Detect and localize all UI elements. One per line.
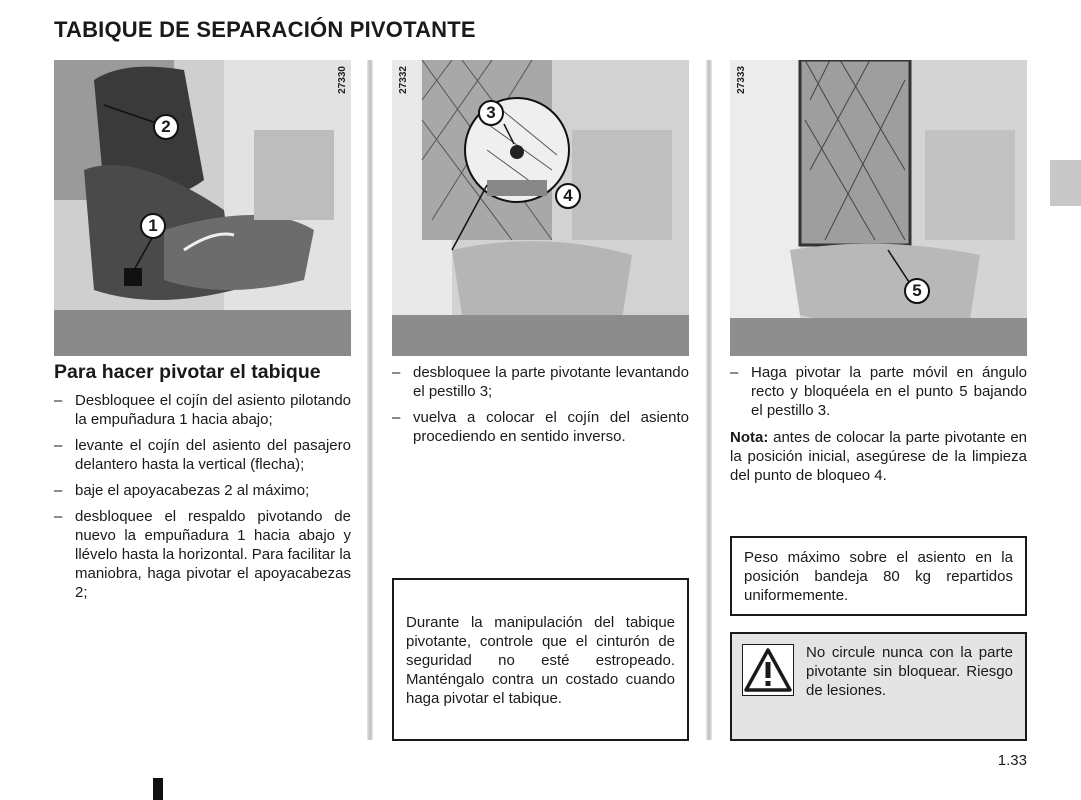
callout-label: 3 [486, 103, 496, 122]
note-paragraph [730, 428, 1027, 485]
callout-3 [478, 100, 504, 126]
step-item: – vuelva a colocar el cojín del asiento procediendo en sentido inverso. [392, 408, 689, 446]
note-text: antes de colocar la parte pivotante en la posición inicial, asegúrese de la limpieza del punto de bloqueo 4. [730, 429, 1028, 484]
load-info-box [730, 536, 1027, 616]
warning-triangle-icon [742, 644, 794, 696]
step-item: – Desbloquee el cojín del asiento pilotando la empuñadura 1 hacia abajo; [54, 391, 351, 429]
callout-label: 2 [161, 117, 171, 136]
callout-label: 5 [912, 281, 922, 300]
column-divider [367, 60, 373, 740]
callout-4 [555, 183, 581, 209]
col3-steps [730, 363, 1027, 427]
callout-label: 4 [563, 186, 573, 205]
step-item: – levante el cojín del asiento del pasajero delantero hasta la vertical (flecha); [54, 436, 351, 474]
callout-2 [153, 114, 179, 140]
figure-seat-cushion [54, 60, 351, 356]
section-heading: Para hacer pivotar el tabique [54, 361, 321, 383]
callout-5 [904, 278, 930, 304]
callout-1 [140, 213, 166, 239]
step-item: – desbloquee el respaldo pivotando de nuevo la empuñadura 1 hacia abajo y llévelo hasta la horizontal. Para facilitar la maniobra, haga pivotar el apoyacabezas 2; [54, 507, 351, 602]
crop-mark [153, 778, 163, 800]
section-tab [1050, 160, 1081, 206]
load-info-text: Peso máximo sobre el asiento en la posición bandeja 80 kg repartidos uniformemente. [744, 549, 1013, 604]
note-label: Nota: [730, 429, 769, 446]
caution-text: Durante la manipulación del tabique pivotante, controle que el cinturón de seguridad no esté estropeado. Manténgalo contra un costado cuando haga pivotar el tabique. [406, 614, 675, 707]
figure-partition-locked [730, 60, 1027, 356]
column-divider [706, 60, 712, 740]
figure-pivot-latch [392, 60, 689, 356]
page-number: 1.33 [997, 752, 1027, 769]
warning-box [730, 632, 1027, 741]
figure-code: 27330 [337, 66, 348, 94]
step-item: – Haga pivotar la parte móvil en ángulo recto y bloquéela en el punto 5 bajando el pestillo 3. [730, 363, 1027, 420]
step-item: – baje el apoyacabezas 2 al máximo; [54, 481, 351, 500]
col1-steps [54, 391, 351, 609]
caution-box [392, 578, 689, 741]
warning-text: No circule nunca con la parte pivotante sin bloquear. Riesgo de lesiones. [806, 644, 1013, 699]
figure-code: 27333 [736, 66, 747, 94]
figure-code: 27332 [398, 66, 409, 94]
callout-label: 1 [148, 216, 158, 235]
step-item: – desbloquee la parte pivotante levantando el pestillo 3; [392, 363, 689, 401]
col2-steps [392, 363, 689, 453]
page-title: TABIQUE DE SEPARACIÓN PIVOTANTE [54, 17, 476, 42]
